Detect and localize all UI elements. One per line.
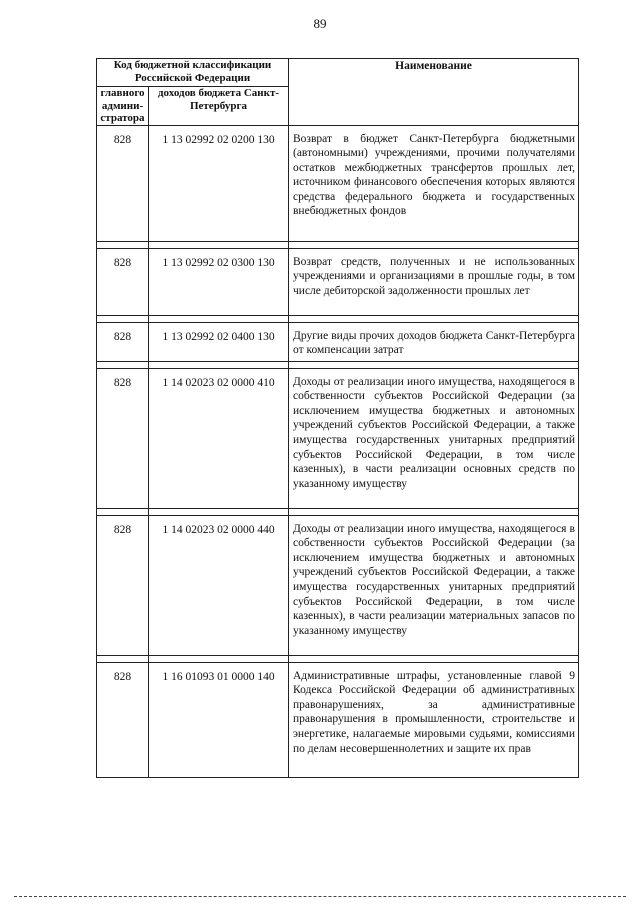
table-row [97,368,579,508]
header-income: доходов бюджета Санкт-Петербурга [149,87,289,126]
header-name: Наименование [289,59,579,126]
scan-edge-divider [14,896,626,897]
name-cell: Доходы от реализации иного имущества, находящегося в собственности субъектов Российской Федерации (за исключением имущества бюджетных и автономных учреждений субъектов Российской Федерации, а также имущества государственных унитарных предприятий субъектов Российской Федерации, в том числе казенных), в части реализации материальных запасов по указанному имуществу [289,515,579,655]
admin-code-cell: 828 [97,125,149,241]
row-spacer [97,241,579,248]
table-row [97,322,579,361]
admin-code-cell: 828 [97,662,149,777]
income-code-cell: 1 13 02992 02 0300 130 [149,248,289,315]
table-row [97,248,579,315]
admin-code-cell: 828 [97,515,149,655]
page-number: 89 [313,16,327,31]
income-code-cell: 1 14 02023 02 0000 440 [149,515,289,655]
admin-code-cell: 828 [97,368,149,508]
budget-classification-table [96,58,579,778]
admin-code-cell: 828 [97,248,149,315]
name-cell: Возврат в бюджет Санкт-Петербурга бюджетными (автономными) учреждениями, прочими получателями остатков межбюджетных трансфертов прошлых лет, источником финансового обеспечения которых являются средства федерального бюджета и государственных внебюджетных фондов [289,125,579,241]
income-code-cell: 1 14 02023 02 0000 410 [149,368,289,508]
header-admin: главного админи-стратора [97,87,149,126]
table-row [97,662,579,777]
row-spacer [97,315,579,322]
name-cell: Возврат средств, полученных и не использованных учреждениями и организациями в прошлые годы, в том числе дебиторской задолженности прошлых лет [289,248,579,315]
row-spacer [97,655,579,662]
table-row [97,515,579,655]
row-spacer [97,508,579,515]
admin-code-cell: 828 [97,322,149,361]
table-row [97,125,579,241]
name-cell: Доходы от реализации иного имущества, находящегося в собственности субъектов Российской Федерации (за исключением имущества бюджетных и автономных учреждений субъектов Российской Федерации, а также имущества государственных унитарных предприятий субъектов Российской Федерации, в том числе казенных), в части реализации основных средств по указанному имуществу [289,368,579,508]
row-spacer [97,361,579,368]
income-code-cell: 1 16 01093 01 0000 140 [149,662,289,777]
income-code-cell: 1 13 02992 02 0400 130 [149,322,289,361]
name-cell: Другие виды прочих доходов бюджета Санкт-Петербурга от компенсации затрат [289,322,579,361]
header-classification-group: Код бюджетной классификации Российской Федерации [97,59,289,87]
income-code-cell: 1 13 02992 02 0200 130 [149,125,289,241]
name-cell: Административные штрафы, установленные главой 9 Кодекса Российской Федерации об административных правонарушениях, за административные правонарушения в промышленности, строительстве и энергетике, налагаемые мировыми судьями, комиссиями по делам несовершеннолетних и защите их прав [289,662,579,777]
